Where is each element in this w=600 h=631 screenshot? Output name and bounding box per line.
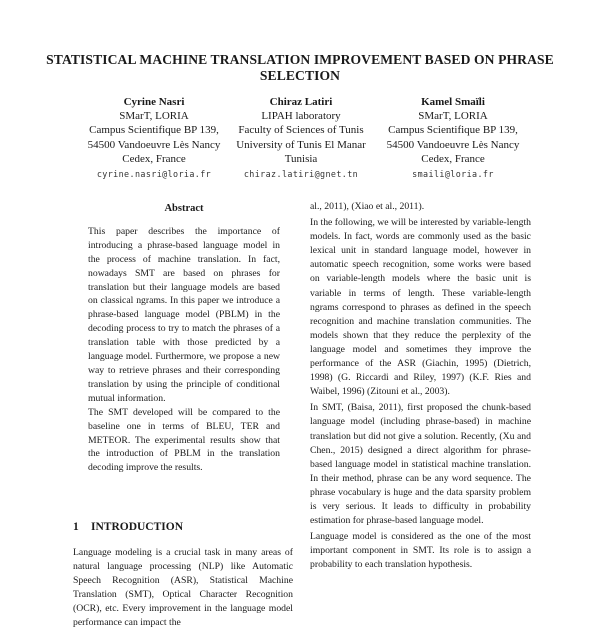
abstract-heading: Abstract: [164, 203, 204, 214]
body-paragraph: In SMT, (Baisa, 2011), first proposed the chunk-based language model (including phrase-based) in machine translation but did not give a solution. Recently, (Xu and Chen., 2015) designed a direct algorithm for phrase-based language model in statistical machine translation. In their method, phrase can be any word sequence. The phrase vocabulary is huge and the data sparsity problem is very serious. It leads to difficulty in probability estimation for phrase-based language model.: [310, 402, 531, 527]
author-name: Cyrine Nasri: [123, 96, 185, 108]
author-name: Chiraz Latiri: [269, 96, 333, 108]
abstract-paragraph: This paper describes the importance of introducing a phrase-based language model in the process of machine translation. In fact, nowadays SMT are based on phrases for translation but their language models are based on classical ngrams. In this paper we introduce a phrase-based language model (PBLM) in the decoding process to try to match the phrases of a translation table with those predicted by a language model. Furthermore, we propose a new way to retrieve phrases and their corresponding translation by using the principle of conditional mutual information.: [88, 225, 280, 404]
body-paragraph: In the following, we will be interested by variable-length models. In fact, words are commonly used as the basic lexical unit in standard language model, however in automatic speech recognition, some works were based on variable-length models where the basic unit is variable in terms of length. These variable-length ngrams correspond to phrases as defined in the speech recognition and machine translation communities. The models shown that they reduce the perplexity of the language model and sometimes they improve the performance of the ASR (Giachin, 1995) (Dietrich, 1998) (G. Riccardi and Riley, 1997) (K.F. Ries and Waibel, 1996) (Zitouni et al., 2003).: [310, 217, 531, 398]
author-block-3: [374, 95, 532, 181]
author-email: chiraz.latiri@gnet.tn: [243, 169, 359, 180]
author-affiliation-line: LIPAH laboratory: [261, 110, 341, 123]
author-affiliation-line: Faculty of Sciences of Tunis: [238, 124, 364, 137]
intro-paragraph: Language modeling is a crucial task in many areas of natural language processing (NLP) like Automatic Speech Recognition (ASR), Statistical Machine Translation (SMT), Optical Character Recognition (OCR), etc. Every improvement in the language model performance can impact the: [73, 547, 293, 629]
author-name: Kamel Smaïli: [421, 96, 485, 108]
author-affiliation-line: Campus Scientifique BP 139,: [388, 124, 518, 137]
author-affiliation-line: SMarT, LORIA: [119, 110, 189, 123]
author-affiliation-line: Campus Scientifique BP 139,: [89, 124, 219, 137]
right-column: [310, 200, 531, 572]
body-paragraph: al., 2011), (Xiao et al., 2011).: [310, 201, 425, 212]
author-block-2: [228, 95, 374, 181]
section-heading: [73, 521, 183, 533]
author-affiliation-line: Tunisia: [284, 152, 318, 165]
abstract-section: [88, 202, 280, 475]
abstract-paragraph: The SMT developed will be compared to the baseline one in terms of BLEU, TER and METEOR. The experimental results show that the introduction of PBLM in the translation decoding improve the results.: [88, 406, 280, 474]
author-affiliation-line: SMarT, LORIA: [418, 110, 488, 123]
body-paragraph: Language model is considered as the one of the most important component in SMT. Its role is to assign a probability to each translation hypothesis.: [310, 531, 531, 571]
author-block-1: [70, 95, 238, 181]
author-affiliation-line: Cedex, France: [122, 152, 186, 165]
author-affiliation-line: 54500 Vandoeuvre Lès Nancy: [87, 138, 221, 151]
author-affiliation-line: 54500 Vandoeuvre Lès Nancy: [386, 138, 520, 151]
author-affiliation-line: Cedex, France: [421, 152, 485, 165]
author-email: cyrine.nasri@loria.fr: [96, 169, 212, 180]
section-number: 1: [73, 521, 79, 533]
section-title: INTRODUCTION: [91, 521, 184, 533]
paper-title: STATISTICAL MACHINE TRANSLATION IMPROVEMENT BASED ON PHRASE SELECTION: [46, 52, 554, 83]
author-affiliation-line: University of Tunis El Manar: [236, 138, 366, 151]
author-email: smaili@loria.fr: [412, 169, 494, 180]
